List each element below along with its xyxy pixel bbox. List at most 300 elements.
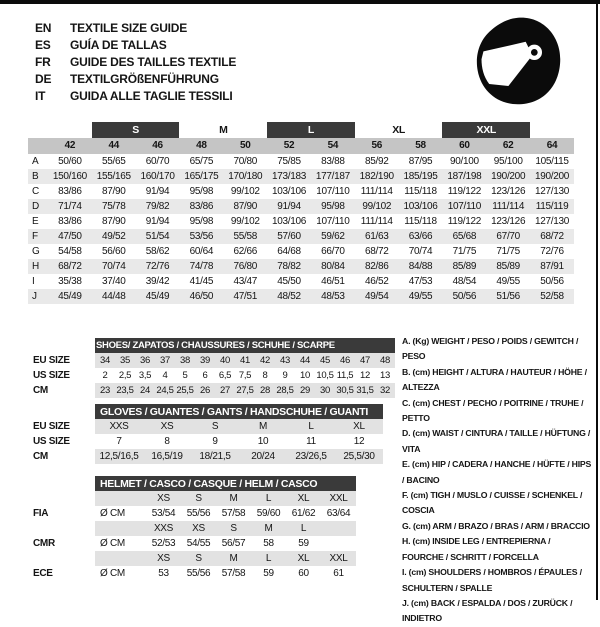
- measure-value: 105/115: [535, 156, 569, 167]
- shoes-cell: 45: [315, 353, 335, 368]
- shoes-cell: 24: [135, 383, 155, 398]
- measure-value: 85/89: [486, 259, 530, 274]
- shoes-cell: 48: [375, 353, 395, 368]
- measure-value: 49/55: [399, 289, 443, 304]
- measure-value: 103/106: [272, 186, 307, 197]
- measure-value: 65/75: [189, 156, 214, 167]
- shoes-cell: 42: [255, 353, 275, 368]
- measure-value: 87/91: [530, 259, 574, 274]
- size-number: 64: [530, 138, 574, 154]
- helmet-row: [28, 536, 356, 551]
- helmet-row-label: CMR: [28, 536, 95, 551]
- size-group-spacer: [28, 122, 92, 138]
- measure-value: 83/86: [58, 186, 82, 197]
- language-title: TEXTILE SIZE GUIDE: [70, 21, 188, 35]
- shoes-cell: 30,5: [336, 385, 354, 396]
- shoes-title: SHOES/ ZAPATOS / CHAUSSURES / SCHUHE / SCARPE: [95, 338, 395, 353]
- measure-row-label: I: [32, 276, 35, 287]
- shoes-row: [28, 383, 395, 398]
- measure-value: 54/58: [58, 246, 82, 257]
- shoes-cell: 25,5: [176, 385, 194, 396]
- measure-value: 103/106: [399, 199, 443, 214]
- measure-value: 51/56: [486, 289, 530, 304]
- helmet-title-row: [28, 476, 356, 491]
- measure-value: 71/75: [452, 246, 477, 257]
- measure-value: 66/70: [321, 246, 345, 257]
- legend-item: F. (cm) TIGH / MUSLO / CUISSE / SCHENKEL / COSCIA: [402, 490, 583, 516]
- helmet-cell: Ø CM: [100, 538, 125, 549]
- measure-value: 173/183: [267, 169, 311, 184]
- measure-value: 76/80: [223, 259, 267, 274]
- measure-value: 190/200: [486, 169, 530, 184]
- measure-value: 58/62: [145, 246, 170, 257]
- helmet-cell: M: [216, 491, 251, 506]
- measure-value: 49/52: [92, 229, 136, 244]
- legend-item: J. (cm) BACK / ESPALDA / DOS / ZURÜCK / INDIETRO: [402, 597, 573, 624]
- gloves-title-spacer: [28, 404, 95, 419]
- helmet-cell: M: [216, 551, 251, 566]
- gloves-row: [28, 419, 383, 434]
- measure-value: 45/49: [48, 289, 92, 304]
- gloves-cell: 11: [306, 436, 316, 447]
- measure-value: 82/86: [355, 259, 399, 274]
- measure-value: 165/175: [179, 169, 223, 184]
- measure-value: 87/90: [101, 216, 126, 227]
- gloves-title: GLOVES / GUANTES / GANTS / HANDSCHUHE / GUANTI: [95, 404, 383, 419]
- helmet-cell: XXL: [321, 551, 356, 566]
- measure-value: 99/102: [230, 216, 260, 227]
- shoes-row-label: EU SIZE: [28, 353, 95, 368]
- helmet-cell: 57/58: [221, 568, 246, 579]
- measure-row: [28, 199, 574, 214]
- measure-value: 50/56: [442, 289, 486, 304]
- gloves-cell: S: [191, 419, 239, 434]
- helmet-cell: L: [251, 551, 286, 566]
- measure-value: 63/66: [399, 229, 443, 244]
- measure-row-label: D: [28, 199, 48, 214]
- measure-value: 68/72: [364, 246, 389, 257]
- measure-value: 107/110: [316, 186, 350, 197]
- shoes-title-spacer: [28, 338, 95, 353]
- helmet-cell: S: [216, 521, 251, 536]
- shoes-cell: 10: [300, 370, 310, 381]
- measurement-legend: [402, 334, 592, 627]
- helmet-cell: 61: [333, 568, 344, 579]
- helmet-cell: 55/56: [186, 568, 211, 579]
- gloves-cell: M: [239, 419, 287, 434]
- measure-value: 79/82: [136, 199, 180, 214]
- gloves-table: [28, 404, 383, 464]
- helmet-table-wrap: [28, 476, 356, 581]
- measure-value: 87/95: [408, 156, 433, 167]
- measure-value: 47/53: [408, 276, 433, 287]
- shoes-cell: 36: [135, 353, 155, 368]
- measure-value: 55/65: [101, 156, 126, 167]
- size-number: 48: [179, 138, 223, 154]
- shoes-cell: 6: [202, 370, 208, 381]
- helmet-cell: 53: [158, 568, 169, 579]
- measure-value: 150/160: [48, 169, 92, 184]
- top-border: [0, 0, 600, 4]
- row-label-spacer: [28, 138, 48, 154]
- gloves-title-row: [28, 404, 383, 419]
- measure-value: 87/90: [223, 199, 267, 214]
- measure-value: 53/56: [179, 229, 223, 244]
- measure-value: 72/76: [540, 246, 564, 257]
- helmet-cell: Ø CM: [100, 508, 125, 519]
- gloves-cell: 9: [212, 436, 218, 447]
- measure-value: 56/60: [101, 246, 126, 257]
- helmet-cell: 53/54: [151, 508, 176, 519]
- measure-row: [28, 184, 574, 199]
- measure-value: 61/63: [355, 229, 399, 244]
- measure-value: 48/52: [267, 289, 311, 304]
- size-group-L: L: [267, 122, 355, 138]
- gloves-cell: XL: [335, 419, 383, 434]
- measure-value: 127/130: [535, 216, 570, 227]
- gloves-row-label: CM: [28, 449, 95, 464]
- helmet-cell: 56/57: [221, 538, 246, 549]
- size-number: 54: [311, 138, 355, 154]
- shoes-cell: 2: [102, 370, 108, 381]
- measure-value: 57/60: [267, 229, 311, 244]
- measure-value: 185/195: [399, 169, 443, 184]
- measure-value: 115/118: [404, 186, 437, 197]
- helmet-cell: XS: [181, 521, 216, 536]
- measure-value: 91/94: [267, 199, 311, 214]
- language-code: EN: [35, 21, 52, 35]
- measure-value: 111/114: [360, 186, 393, 197]
- measure-value: 64/68: [277, 246, 301, 257]
- legend-item: I. (cm) SHOULDERS / HOMBROS / ÉPAULES / SCHULTERN / SPALLE: [402, 567, 582, 593]
- gloves-cell: 12,5/16,5: [95, 449, 143, 464]
- helmet-title-spacer: [28, 476, 95, 491]
- helmet-row-label: FIA: [28, 506, 95, 521]
- legend-item: D. (cm) WAIST / CINTURA / TAILLE / HÜFTUNG / VITA: [402, 428, 591, 454]
- gloves-row-label: EU SIZE: [28, 419, 95, 434]
- measure-value: 48/54: [452, 276, 477, 287]
- measure-value: 95/98: [311, 199, 355, 214]
- shoes-cell: 9: [282, 370, 288, 381]
- language-code: DE: [35, 72, 52, 86]
- measure-value: 71/75: [496, 246, 520, 257]
- measure-row: [28, 229, 574, 244]
- gloves-row: [28, 449, 383, 464]
- language-row: [35, 88, 236, 105]
- helmet-cell: XL: [286, 551, 321, 566]
- size-number: 56: [355, 138, 399, 154]
- measure-value: 46/50: [179, 289, 223, 304]
- measure-value: 127/130: [535, 186, 570, 197]
- measure-value: 99/102: [230, 186, 260, 197]
- helmet-cell: S: [181, 551, 216, 566]
- shoes-cell: 10,5: [316, 370, 334, 381]
- legend-item: H. (cm) INSIDE LEG / ENTREPIERNA / FOURCHE / SCHRITT / FORCELLA: [402, 536, 551, 562]
- shoes-cell: 13: [380, 370, 390, 381]
- gloves-cell: 23/26,5: [287, 449, 335, 464]
- gloves-cell: 7: [116, 436, 122, 447]
- measure-row-label: B: [28, 169, 48, 184]
- textile-size-table-body: [28, 122, 574, 304]
- gloves-cell: 16,5/19: [143, 449, 191, 464]
- helmet-cell: XS: [146, 551, 181, 566]
- measure-value: 37/40: [101, 276, 126, 287]
- measure-value: 59/62: [311, 229, 355, 244]
- measure-value: 190/200: [530, 169, 574, 184]
- shoes-cell: 44: [295, 353, 315, 368]
- helmet-cell: 57/58: [221, 508, 246, 519]
- measure-value: 70/74: [408, 246, 433, 257]
- gloves-cell: XXS: [95, 419, 143, 434]
- measure-value: 119/122: [447, 216, 482, 227]
- measure-value: 72/76: [136, 259, 180, 274]
- measure-value: 83/86: [58, 216, 82, 227]
- measure-value: 71/74: [48, 199, 92, 214]
- size-group-XXL: XXL: [442, 122, 530, 138]
- measure-value: 47/50: [48, 229, 92, 244]
- measure-value: 111/114: [486, 199, 530, 214]
- measure-value: 45/49: [136, 289, 180, 304]
- language-row: [35, 37, 236, 54]
- measure-value: 160/170: [136, 169, 180, 184]
- measure-value: 67/70: [486, 229, 530, 244]
- measure-value: 85/89: [442, 259, 486, 274]
- helmet-row: [28, 506, 356, 521]
- measure-row-label: G: [32, 246, 40, 257]
- size-group-M: M: [219, 124, 228, 136]
- measure-row: [28, 274, 574, 289]
- shoes-row: [28, 353, 395, 368]
- measure-value: 48/53: [311, 289, 355, 304]
- measure-value: 70/74: [92, 259, 136, 274]
- textile-table-wrap: [28, 122, 574, 304]
- measure-row: [28, 289, 574, 304]
- helmet-row-label: [28, 551, 95, 566]
- shoes-cell: 3,5: [138, 370, 152, 381]
- helmet-cell: [95, 491, 146, 506]
- language-title: GUÍA DE TALLAS: [70, 38, 167, 52]
- measure-value: 70/80: [233, 156, 257, 167]
- measure-value: 49/54: [355, 289, 399, 304]
- gloves-cell: 25,5/30: [335, 449, 383, 464]
- measure-value: 51/54: [136, 229, 180, 244]
- gloves-cell: L: [287, 419, 335, 434]
- size-number: 62: [486, 138, 530, 154]
- gloves-cell: 18/21,5: [191, 449, 239, 464]
- gloves-row-label: US SIZE: [28, 434, 95, 449]
- measure-value: 99/102: [355, 199, 399, 214]
- shoes-title-row: [28, 338, 395, 353]
- shoes-cell: 38: [175, 353, 195, 368]
- language-row: [35, 54, 236, 71]
- size-number: 50: [223, 138, 267, 154]
- measure-value: 68/72: [530, 229, 574, 244]
- measure-value: 91/94: [145, 216, 170, 227]
- shoes-cell: 40: [215, 353, 235, 368]
- measure-row: [28, 244, 574, 259]
- gloves-cell: 20/24: [239, 449, 287, 464]
- textile-size-table: [28, 122, 574, 304]
- measure-row-label: F: [28, 229, 48, 244]
- legend-item: C. (cm) CHEST / PECHO / POITRINE / TRUHE / PETTO: [402, 397, 584, 424]
- shoes-cell: 31,5: [356, 385, 374, 396]
- shoes-row-label: US SIZE: [28, 368, 95, 383]
- helmet-cell: 52/53: [151, 538, 176, 549]
- shoes-cell: 35: [115, 353, 135, 368]
- gloves-cell: 10: [257, 436, 269, 447]
- gloves-table-wrap: [28, 404, 383, 464]
- gloves-table-body: [28, 404, 383, 464]
- language-code: IT: [35, 89, 46, 103]
- legend-item: B. (cm) HEIGHT / ALTURA / HAUTEUR / HÖHE / ALTEZZA: [402, 366, 587, 393]
- measure-value: 74/78: [179, 259, 223, 274]
- measure-value: 182/190: [355, 169, 399, 184]
- measure-row: [28, 259, 574, 274]
- shoes-cell: 39: [195, 353, 215, 368]
- shoes-cell: 7,5: [238, 370, 252, 381]
- measure-value: 39/42: [145, 276, 170, 287]
- shoes-row: [28, 368, 395, 383]
- size-number: 46: [136, 138, 180, 154]
- shoes-cell: 4: [162, 370, 168, 381]
- helmet-cell: XS: [146, 491, 181, 506]
- size-group-row: [28, 122, 574, 138]
- legend-item: G. (cm) ARM / BRAZO / BRAS / ARM / BRACCIO: [402, 520, 590, 531]
- shoes-cell: 30: [315, 383, 335, 398]
- measure-value: 87/90: [101, 186, 126, 197]
- measure-value: 60/64: [189, 246, 214, 257]
- measure-value: 111/114: [360, 216, 393, 227]
- measure-value: 65/68: [442, 229, 486, 244]
- measure-value: 50/56: [540, 276, 564, 287]
- measure-value: 78/82: [267, 259, 311, 274]
- measure-value: 41/45: [189, 276, 214, 287]
- helmet-title: HELMET / CASCO / CASQUE / HELM / CASCO: [95, 476, 356, 491]
- measure-value: 45/50: [277, 276, 301, 287]
- helmet-cell: [321, 536, 356, 551]
- size-number: 52: [267, 138, 311, 154]
- helmet-cell: 55/56: [186, 508, 211, 519]
- gloves-row: [28, 434, 383, 449]
- helmet-cell: [321, 521, 356, 536]
- size-number: 60: [442, 138, 486, 154]
- helmet-cell: 59: [298, 538, 309, 549]
- measure-row: [28, 214, 574, 229]
- size-number: 42: [48, 138, 92, 154]
- measure-value: 80/84: [311, 259, 355, 274]
- measure-value: 115/118: [404, 216, 437, 227]
- shoes-cell: 29: [295, 383, 315, 398]
- helmet-cell: 61/62: [291, 508, 316, 519]
- shoes-cell: 41: [235, 353, 255, 368]
- measure-value: 49/55: [496, 276, 520, 287]
- helmet-cell: 63/64: [326, 508, 351, 519]
- shoes-cell: 28: [255, 383, 275, 398]
- shoes-cell: 8: [262, 370, 268, 381]
- gloves-cell: 12: [353, 436, 365, 447]
- measure-value: 123/126: [491, 186, 526, 197]
- shoes-cell: 23: [95, 383, 115, 398]
- shoes-cell: 27,5: [236, 385, 254, 396]
- size-number: 58: [399, 138, 443, 154]
- measure-value: 68/72: [48, 259, 92, 274]
- shoes-cell: 34: [95, 353, 115, 368]
- shoes-table-wrap: [28, 338, 395, 398]
- helmet-cell: S: [181, 491, 216, 506]
- measure-row-label: J: [28, 289, 48, 304]
- helmet-cell: M: [251, 521, 286, 536]
- shoes-row-label: CM: [28, 383, 95, 398]
- measure-row-label: C: [32, 186, 39, 197]
- shoes-cell: 37: [155, 353, 175, 368]
- helmet-cell: 59: [263, 568, 274, 579]
- helmet-row: [28, 551, 356, 566]
- measure-value: 83/88: [321, 156, 345, 167]
- measure-value: 95/100: [493, 156, 523, 167]
- helmet-row: [28, 521, 356, 536]
- helmet-cell: XL: [286, 491, 321, 506]
- language-title: TEXTILGRÖßENFÜHRUNG: [70, 72, 219, 86]
- measure-value: 75/85: [277, 156, 301, 167]
- shoes-table: [28, 338, 395, 398]
- size-group-XL: XL: [392, 124, 406, 136]
- measure-value: 103/106: [272, 216, 307, 227]
- size-group-S: S: [92, 122, 180, 138]
- shoes-cell: 47: [355, 353, 375, 368]
- shoes-cell: 12: [360, 370, 370, 381]
- measure-value: 115/119: [530, 199, 574, 214]
- helmet-cell: Ø CM: [100, 568, 125, 579]
- measure-value: 123/126: [491, 216, 526, 227]
- helmet-cell: [95, 551, 146, 566]
- language-code: FR: [35, 55, 51, 69]
- size-number: 44: [92, 138, 136, 154]
- helmet-row: [28, 566, 356, 581]
- shoes-cell: 5: [182, 370, 188, 381]
- racing-helmet-icon: [468, 13, 568, 109]
- measure-value: 84/88: [399, 259, 443, 274]
- measure-row-label: H: [28, 259, 48, 274]
- measure-row-label: A: [32, 156, 39, 167]
- language-code: ES: [35, 38, 51, 52]
- measure-value: 90/100: [449, 156, 479, 167]
- measure-value: 83/86: [179, 199, 223, 214]
- shoes-cell: 27: [215, 383, 235, 398]
- helmet-cell: 60: [298, 568, 309, 579]
- language-row: [35, 20, 236, 37]
- helmet-cell: 54/55: [186, 538, 211, 549]
- measure-row: [28, 154, 574, 169]
- measure-value: 50/60: [58, 156, 82, 167]
- measure-value: 52/58: [530, 289, 574, 304]
- helmet-cell: [95, 521, 146, 536]
- helmet-cell: L: [286, 521, 321, 536]
- helmet-cell: XXL: [321, 491, 356, 506]
- helmet-row-label: ECE: [28, 566, 95, 581]
- helmet-table-body: [28, 476, 356, 581]
- size-group-spacer: [530, 122, 574, 138]
- measure-value: 46/52: [364, 276, 389, 287]
- measure-value: 95/98: [189, 216, 214, 227]
- helmet-cell: 59/60: [256, 508, 281, 519]
- measure-value: 75/78: [92, 199, 136, 214]
- measure-value: 55/58: [223, 229, 267, 244]
- shoes-cell: 43: [275, 353, 295, 368]
- measure-value: 170/180: [223, 169, 267, 184]
- measure-value: 46/51: [321, 276, 345, 287]
- language-row: [35, 71, 236, 88]
- measure-value: 119/122: [447, 186, 482, 197]
